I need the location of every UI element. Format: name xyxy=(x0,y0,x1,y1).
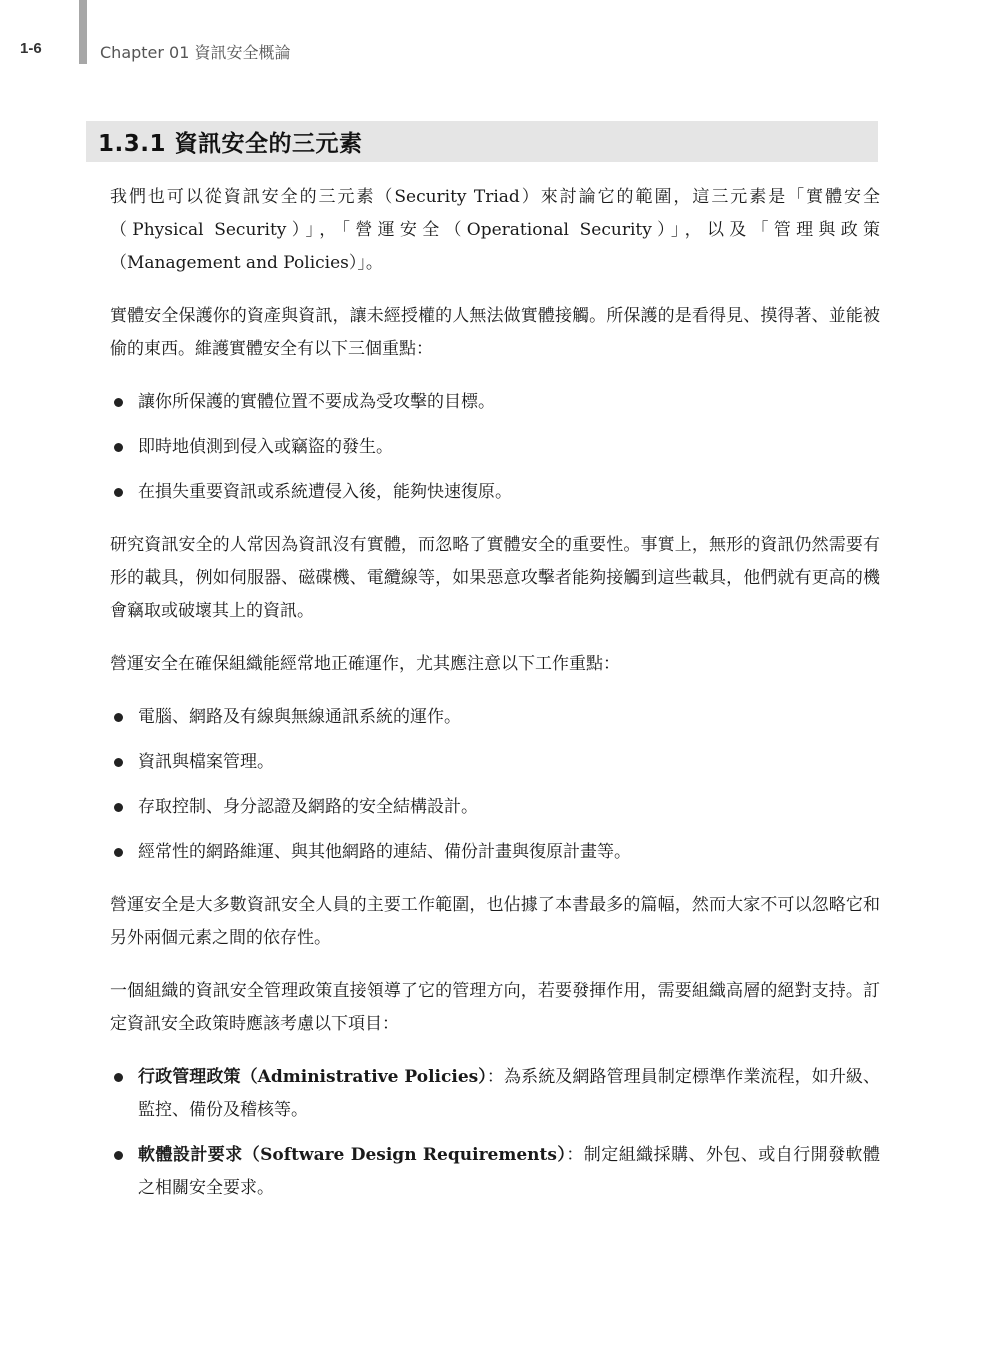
list-item xyxy=(110,386,880,419)
list-item-text: 存取控制、身分認證及網路的安全結構設計。 xyxy=(138,797,478,817)
paragraph-physical-security: 實體安全保護你的資產與資訊，讓未經授權的人無法做實體接觸。所保護的是看得見、摸得著、並能被偷的東西。維護實體安全有以下三個重點： xyxy=(110,306,880,359)
list-item-text: 經常性的網路維運、與其他網路的連結、備份計畫與復原計畫等。 xyxy=(138,842,631,862)
page-number: 1-6 xyxy=(20,40,42,57)
header-accent-bar xyxy=(79,0,87,64)
list-item-text: 即時地偵測到侵入或竊盜的發生。 xyxy=(138,437,393,457)
paragraph-intangible-info: 研究資訊安全的人常因為資訊沒有實體，而忽略了實體安全的重要性。事實上，無形的資訊仍然需要有形的載具，例如伺服器、磁碟機、電纜線等，如果惡意攻擊者能夠接觸到這些載具，他們就有更高的機會竊取或破壞其上的資訊。 xyxy=(110,535,880,621)
paragraph-intro: 我們也可以從資訊安全的三元素（Security Triad）來討論它的範圍，這三元素是「實體安全（Physical Security）」，「營運安全（Operational Security）」，以及「管理與政策（Management and Policies）」。 xyxy=(110,187,880,273)
page-content xyxy=(110,181,880,1225)
bullet-icon xyxy=(114,443,123,452)
bullet-icon xyxy=(114,848,123,857)
policy-description: ：制定組織採購、外包、或自行開發軟體之相關安全要求。 xyxy=(138,1145,880,1198)
operational-security-list xyxy=(110,701,880,869)
paragraph-operational-security: 營運安全在確保組織能經常地正確運作，尤其應注意以下工作重點： xyxy=(110,654,620,674)
bullet-icon xyxy=(114,713,123,722)
bullet-icon xyxy=(114,758,123,767)
bullet-icon xyxy=(114,488,123,497)
section-heading xyxy=(86,121,878,162)
list-item xyxy=(110,836,880,869)
policy-term: 軟體設計要求（Software Design Requirements） xyxy=(138,1145,567,1165)
list-item xyxy=(110,1139,880,1205)
running-header: Chapter 01 資訊安全概論 xyxy=(100,43,291,62)
list-item xyxy=(110,1061,880,1127)
list-item xyxy=(110,746,880,779)
list-item xyxy=(110,431,880,464)
list-item-text: 資訊與檔案管理。 xyxy=(138,752,274,772)
policy-term: 行政管理政策（Administrative Policies） xyxy=(138,1067,487,1087)
paragraph-management-policy: 一個組織的資訊安全管理政策直接領導了它的管理方向，若要發揮作用，需要組織高層的絕對支持。訂定資訊安全政策時應該考慮以下項目： xyxy=(110,981,880,1034)
list-item-text: 在損失重要資訊或系統遭侵入後，能夠快速復原。 xyxy=(138,482,512,502)
list-item xyxy=(110,701,880,734)
section-title: 1.3.1 資訊安全的三元素 xyxy=(98,131,363,157)
list-item xyxy=(110,476,880,509)
bullet-icon xyxy=(114,803,123,812)
physical-security-list xyxy=(110,386,880,509)
list-item-text: 讓你所保護的實體位置不要成為受攻擊的目標。 xyxy=(138,392,495,412)
policy-list xyxy=(110,1061,880,1205)
list-item-text: 電腦、網路及有線與無線通訊系統的運作。 xyxy=(138,707,461,727)
paragraph-operational-scope: 營運安全是大多數資訊安全人員的主要工作範圍，也佔據了本書最多的篇幅，然而大家不可以忽略它和另外兩個元素之間的依存性。 xyxy=(110,895,880,948)
policy-description: ：為系統及網路管理員制定標準作業流程，如升級、監控、備份及稽核等。 xyxy=(138,1067,881,1120)
list-item xyxy=(110,791,880,824)
bullet-icon xyxy=(114,1151,123,1160)
bullet-icon xyxy=(114,1073,123,1082)
bullet-icon xyxy=(114,398,123,407)
